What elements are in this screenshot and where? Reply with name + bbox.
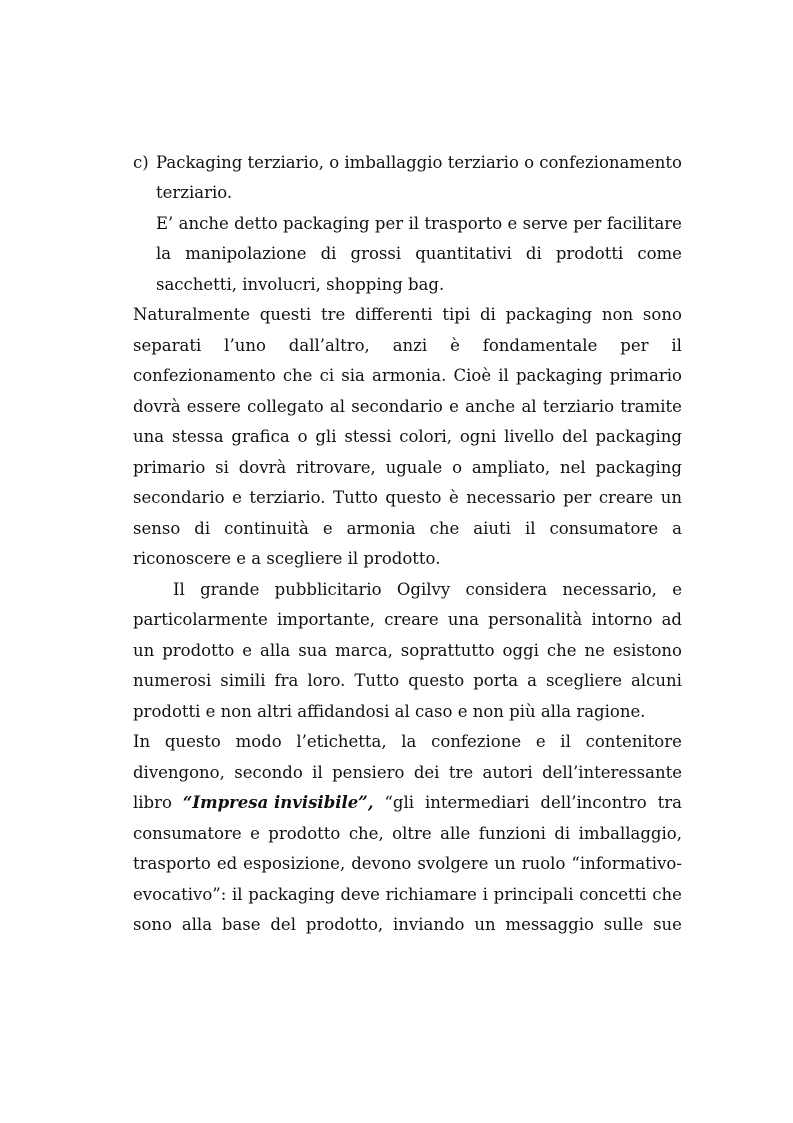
- word: al: [521, 397, 537, 416]
- paragraph-line: [133, 361, 682, 391]
- word: Naturalmente: [133, 305, 250, 324]
- word: dall’altro,: [288, 336, 370, 355]
- word: l’etichetta,: [296, 732, 387, 751]
- list-body-line: [156, 209, 682, 239]
- paragraph-line: [133, 788, 682, 818]
- word: la: [401, 732, 417, 751]
- word: marca,: [335, 641, 393, 660]
- word: e: [322, 519, 333, 538]
- word: l’uno: [224, 336, 266, 355]
- word: di: [479, 305, 496, 324]
- word: dell’incontro: [540, 793, 647, 812]
- word: continuità: [224, 519, 309, 538]
- word: nel: [559, 458, 586, 477]
- word: base: [221, 915, 261, 934]
- word: devono: [351, 854, 412, 873]
- word: “gli: [384, 793, 415, 812]
- word: necessario,: [562, 580, 657, 599]
- word: collegato: [247, 397, 324, 416]
- paragraph-line: [133, 758, 682, 788]
- word: essere: [186, 397, 241, 416]
- word: evocativo”:: [133, 885, 227, 904]
- word: ritrovare,: [296, 458, 376, 477]
- paragraph-line: [133, 910, 682, 940]
- paragraph-line: [133, 605, 682, 635]
- word: che: [546, 641, 577, 660]
- word: packaging: [248, 885, 335, 904]
- word: e: [672, 580, 682, 599]
- word: Tutto: [354, 671, 400, 690]
- word: il: [408, 214, 420, 233]
- word: terziario: [542, 397, 615, 416]
- paragraph-line: [133, 453, 682, 483]
- paragraph-line: [133, 849, 682, 879]
- word: inviando: [393, 915, 465, 934]
- word: necessario: [466, 488, 556, 507]
- word: creare: [384, 610, 439, 629]
- word: tramite: [620, 397, 682, 416]
- word: i: [482, 885, 488, 904]
- word: una: [447, 610, 479, 629]
- list-marker: c): [133, 153, 149, 172]
- word: grossi: [350, 244, 402, 263]
- word: dovrà: [238, 458, 287, 477]
- word: anche: [465, 397, 516, 416]
- word: intorno: [591, 610, 653, 629]
- word: Il: [173, 580, 185, 599]
- word: questo: [385, 488, 442, 507]
- word: secondo: [234, 763, 303, 782]
- word: E’: [156, 214, 174, 233]
- list-body-line: [156, 239, 682, 269]
- word: confezione: [431, 732, 522, 751]
- word: che: [652, 885, 682, 904]
- word: esposizione,: [243, 854, 346, 873]
- word: tre: [320, 305, 346, 324]
- word: per: [620, 336, 649, 355]
- paragraph-line: [133, 300, 682, 330]
- word: In: [133, 732, 151, 751]
- word: pensiero: [332, 763, 405, 782]
- word: messaggio: [505, 915, 594, 934]
- paragraph-line: [133, 880, 682, 910]
- word: packaging: [515, 366, 603, 385]
- word: e: [250, 824, 260, 843]
- word: di: [194, 519, 211, 538]
- word: un: [133, 641, 155, 660]
- word: questo: [164, 732, 221, 751]
- word: il: [312, 763, 323, 782]
- word: terziario.: [249, 488, 326, 507]
- word: e: [449, 397, 459, 416]
- word: facilitare: [606, 214, 682, 233]
- word: che,: [348, 824, 384, 843]
- word: per: [374, 214, 404, 233]
- word: la: [156, 244, 172, 263]
- word: per: [573, 214, 602, 233]
- word: soprattutto: [400, 641, 495, 660]
- word: numerosi: [133, 671, 212, 690]
- word: modo: [235, 732, 282, 751]
- word: autori: [482, 763, 533, 782]
- word: secondario: [351, 397, 443, 416]
- word: anzi: [392, 336, 428, 355]
- word: del: [562, 427, 588, 446]
- paragraph-line: [133, 727, 682, 757]
- word: e: [535, 732, 546, 751]
- word: contenitore: [585, 732, 682, 751]
- word: detto: [234, 214, 278, 233]
- word: il: [560, 732, 571, 751]
- word: creare: [598, 488, 654, 507]
- word: scegliere: [545, 671, 622, 690]
- paragraph-line: [133, 666, 682, 696]
- word: di: [320, 244, 337, 263]
- word: armonia.: [372, 366, 447, 385]
- word: ampliato,: [471, 458, 551, 477]
- word: e: [232, 488, 242, 507]
- word: grande: [200, 580, 260, 599]
- paragraph-line: prodotti e non altri affidandosi al caso e non più alla ragione.: [133, 702, 646, 721]
- paragraph-line: [133, 392, 682, 422]
- list-body-line: sacchetti, involucri, shopping bag.: [156, 275, 445, 294]
- word: svolgere: [417, 854, 489, 873]
- word: prodotto,: [305, 915, 384, 934]
- word: alle: [440, 824, 471, 843]
- word: separati: [133, 336, 202, 355]
- paragraph-line: [133, 483, 682, 513]
- word: armonia: [346, 519, 416, 538]
- paragraph-line: [133, 514, 682, 544]
- word: è: [450, 336, 460, 355]
- word: è: [448, 488, 459, 507]
- word: gli: [315, 427, 337, 446]
- word: senso: [133, 519, 181, 538]
- word: principali: [493, 885, 574, 904]
- word: tra: [657, 793, 682, 812]
- list-heading-line: Packaging terziario, o imballaggio terziario o confezionamento: [156, 153, 682, 172]
- word: si: [215, 458, 229, 477]
- word: consumatore: [133, 824, 242, 843]
- word: alla: [260, 641, 291, 660]
- word: importante,: [277, 610, 376, 629]
- word: del: [270, 915, 296, 934]
- list-heading-line: terziario.: [156, 183, 233, 202]
- word: e: [242, 641, 253, 660]
- word: questi: [259, 305, 312, 324]
- word: livello: [504, 427, 555, 446]
- word: stessa: [171, 427, 224, 446]
- word: prodotti: [555, 244, 624, 263]
- word: intermediari: [424, 793, 530, 812]
- word: un: [494, 854, 516, 873]
- word: Tutto: [333, 488, 378, 507]
- word: trasporto: [424, 214, 503, 233]
- word: considera: [465, 580, 548, 599]
- word: il: [671, 336, 682, 355]
- word: primario: [133, 458, 206, 477]
- word: ad: [661, 610, 682, 629]
- word: un: [474, 915, 496, 934]
- word: packaging: [505, 305, 593, 324]
- word: dovrà: [133, 397, 181, 416]
- word: che: [282, 366, 313, 385]
- word: “informativo-: [571, 854, 682, 873]
- book-title: “Impresa invisibile”,: [182, 793, 374, 812]
- word: alcuni: [631, 671, 682, 690]
- word: confezionamento: [133, 366, 276, 385]
- word: esistono: [612, 641, 682, 660]
- word: il: [231, 885, 243, 904]
- paragraph-line: [133, 331, 682, 361]
- word: ed: [216, 854, 238, 873]
- word: quantitativi: [415, 244, 512, 263]
- word: serve: [522, 214, 568, 233]
- word: fra: [274, 671, 299, 690]
- word: di: [525, 244, 542, 263]
- word: che: [429, 519, 460, 538]
- word: tipi: [442, 305, 471, 324]
- word: anche: [178, 214, 229, 233]
- word: Cioè: [453, 366, 492, 385]
- word: differenti: [355, 305, 433, 324]
- word: sue: [653, 915, 682, 934]
- word: oggi: [502, 641, 539, 660]
- word: personalità: [488, 610, 583, 629]
- word: Ogilvy: [396, 580, 451, 599]
- word: secondario: [133, 488, 225, 507]
- word: primario: [609, 366, 682, 385]
- word: porta: [473, 671, 519, 690]
- word: come: [637, 244, 682, 263]
- word: prodotto: [162, 641, 235, 660]
- word: richiamare: [385, 885, 477, 904]
- word: questo: [408, 671, 465, 690]
- word: di: [554, 824, 571, 843]
- word: a: [672, 519, 682, 538]
- word: aiuti: [473, 519, 511, 538]
- word: ruolo: [521, 854, 566, 873]
- word: deve: [340, 885, 380, 904]
- paragraph-line: [173, 575, 682, 605]
- word: packaging: [595, 427, 682, 446]
- word: consumatore: [549, 519, 659, 538]
- word: fondamentale: [482, 336, 598, 355]
- word: o: [452, 458, 463, 477]
- word: colori,: [399, 427, 453, 446]
- word: alla: [181, 915, 213, 934]
- word: pubblicitario: [274, 580, 382, 599]
- paragraph-line: riconoscere e a scegliere il prodotto.: [133, 549, 441, 568]
- word: ogni: [459, 427, 497, 446]
- word: sulle: [603, 915, 644, 934]
- word: a: [527, 671, 537, 690]
- paragraph-line: [133, 819, 682, 849]
- word: oltre: [392, 824, 432, 843]
- word: il: [524, 519, 536, 538]
- word: packaging: [283, 214, 370, 233]
- word: sono: [133, 915, 172, 934]
- word: simili: [220, 671, 266, 690]
- word: funzioni: [478, 824, 546, 843]
- word: tre: [448, 763, 474, 782]
- word: imballaggio,: [578, 824, 682, 843]
- word: divengono,: [133, 763, 225, 782]
- word: per: [563, 488, 592, 507]
- word: loro.: [307, 671, 346, 690]
- paragraph-line: [133, 422, 682, 452]
- word: un: [660, 488, 682, 507]
- word: una: [133, 427, 165, 446]
- word: trasporto: [133, 854, 211, 873]
- word: non: [601, 305, 634, 324]
- word: stessi: [344, 427, 392, 446]
- word: dei: [413, 763, 440, 782]
- word: dell’interessante: [542, 763, 682, 782]
- word: packaging: [595, 458, 682, 477]
- paragraph-line: [133, 636, 682, 666]
- word: sono: [642, 305, 682, 324]
- word: o: [297, 427, 308, 446]
- word: uguale: [385, 458, 443, 477]
- word: ci: [319, 366, 335, 385]
- paragraph-text: libro: [133, 793, 172, 812]
- word: e: [507, 214, 518, 233]
- word: ne: [584, 641, 605, 660]
- word: sia: [341, 366, 365, 385]
- word: prodotto: [268, 824, 341, 843]
- word: grafica: [231, 427, 290, 446]
- word: sua: [298, 641, 328, 660]
- word: particolarmente: [133, 610, 268, 629]
- word: il: [498, 366, 509, 385]
- word: concetti: [579, 885, 647, 904]
- word: al: [329, 397, 346, 416]
- word: manipolazione: [185, 244, 307, 263]
